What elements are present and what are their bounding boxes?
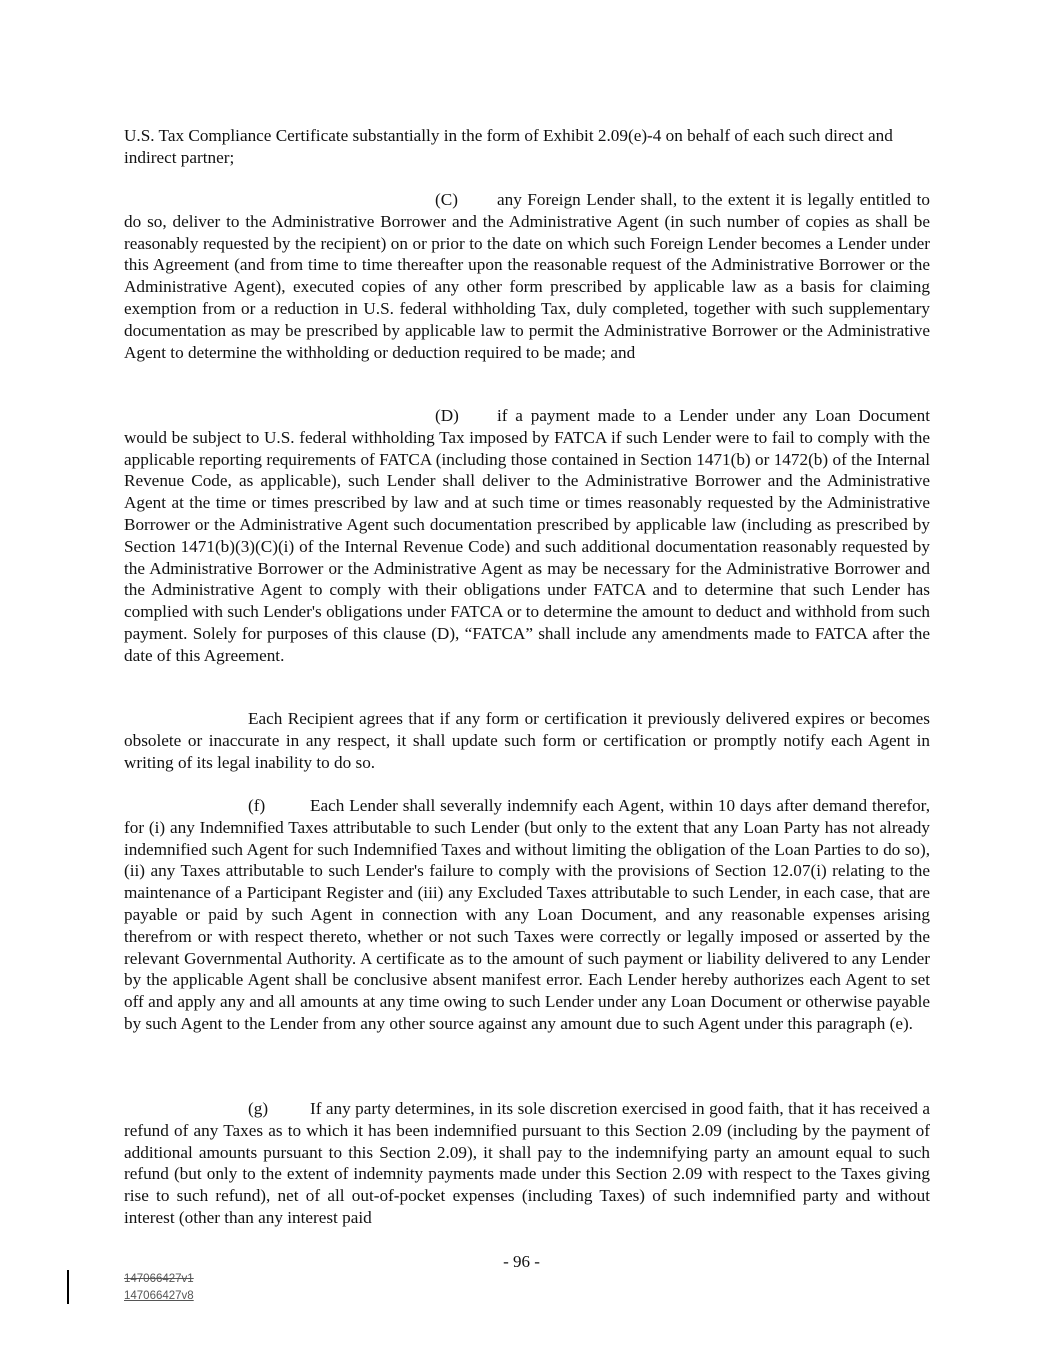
paragraph-recipient [124, 708, 930, 773]
clause-number: (f) [248, 796, 266, 815]
paragraph-clause-c [124, 189, 930, 363]
paragraph-text: If any party determines, in its sole discretion exercised in good faith, that it has received a refund of any Taxes as to which it has been indemnified pursuant to this Section 2.09 (including by the payment of additional amounts pursuant to this Section 2.09), it shall pay to the indemnifying party an amount equal to such refund (but only to the extent of indemnity payments made under this Section 2.09 with respect to the Taxes giving rise to such refund), net of all out-of-pocket expenses (including Taxes) of such indemnified party and without interest (other than any interest paid [124, 1099, 930, 1227]
document-id-deleted: 147066427v1 [124, 1273, 194, 1285]
paragraph-text: Each Lender shall severally indemnify each Agent, within 10 days after demand therefor, for (i) any Indemnified Taxes attributable to such Lender (but only to the extent that any Loan Party has not already indemnified such Agent for such Indemnified Taxes and without limiting the obligation of the Loan Parties to do so), (ii) any Taxes attributable to such Lender's failure to comply with the provisions of Section 12.07(i) relating to the maintenance of a Participant Register and (iii) any Excluded Taxes attributable to such Lender, in each case, that are payable or paid by such Agent in connection with any Loan Document, and any reasonable expenses arising therefrom or with respect thereto, whether or not such Taxes were correctly or legally imposed or asserted by the relevant Governmental Authority. A certificate as to the amount of such payment or liability delivered to any Lender by the applicable Agent shall be conclusive absent manifest error. Each Lender hereby authorizes each Agent to set off and apply any and all amounts at any time owing to such Lender under any Loan Document or otherwise payable by such Agent to the Lender from any other source against any amount due to such Agent under this paragraph (e). [124, 796, 930, 1033]
clause-number: (C) [435, 190, 458, 209]
paragraph-continuation [124, 125, 930, 169]
paragraph-section-f [124, 795, 930, 1035]
paragraph-text: Each Recipient agrees that if any form or certification it previously delivered expires or becomes obsolete or inaccurate in any respect, it shall update such form or certification or promptly notify each Agent in writing of its legal inability to do so. [124, 709, 930, 772]
paragraph-text: U.S. Tax Compliance Certificate substantially in the form of Exhibit 2.09(e)-4 on behalf of each such direct and indirect partner; [124, 126, 893, 167]
clause-number: (D) [435, 406, 459, 425]
paragraph-clause-d [124, 405, 930, 667]
clause-number: (g) [248, 1099, 269, 1118]
page-number: - 96 - [503, 1252, 540, 1271]
paragraph-text: if a payment made to a Lender under any Loan Document would be subject to U.S. federal withholding Tax imposed by FATCA if such Lender were to fail to comply with the applicable reporting requirements of FATCA (including those contained in Section 1471(b) or 1472(b) of the Internal Revenue Code, as applicable), such Lender shall deliver to the Administrative Borrower and the Administrative Agent at the time or times prescribed by law and at such time or times reasonably requested by the Administrative Borrower or the Administrative Agent such documentation prescribed by applicable law (including as prescribed by Section 1471(b)(3)(C)(i) of the Internal Revenue Code) and such additional documentation reasonably requested by the Administrative Borrower or the Administrative Agent as may be necessary for the Administrative Borrower and the Administrative Agent to comply with their obligations under FATCA and to determine that such Lender has complied with such Lender's obligations under FATCA or to determine the amount to deduct and withhold from such payment. Solely for purposes of this clause (D), “FATCA” shall include any amendments made to FATCA after the date of this Agreement. [124, 406, 930, 665]
paragraph-text: any Foreign Lender shall, to the extent it is legally entitled to do so, deliver to the Administrative Borrower and the Administrative Agent (in such number of copies as shall be reasonably requested by the recipient) on or prior to the date on which such Foreign Lender becomes a Lender under this Agreement (and from time to time thereafter upon the reasonable request of the Administrative Borrower or the Administrative Agent), executed copies of any other form prescribed by applicable law as a basis for claiming exemption from or a reduction in U.S. federal withholding Tax, duly completed, together with such supplementary documentation as may be prescribed by applicable law to permit the Administrative Borrower or the Administrative Agent to determine the withholding or deduction required to be made; and [124, 190, 930, 362]
revision-change-bar [67, 1270, 69, 1304]
paragraph-section-g [124, 1098, 930, 1229]
document-id-inserted: 147066427v8 [124, 1290, 194, 1302]
